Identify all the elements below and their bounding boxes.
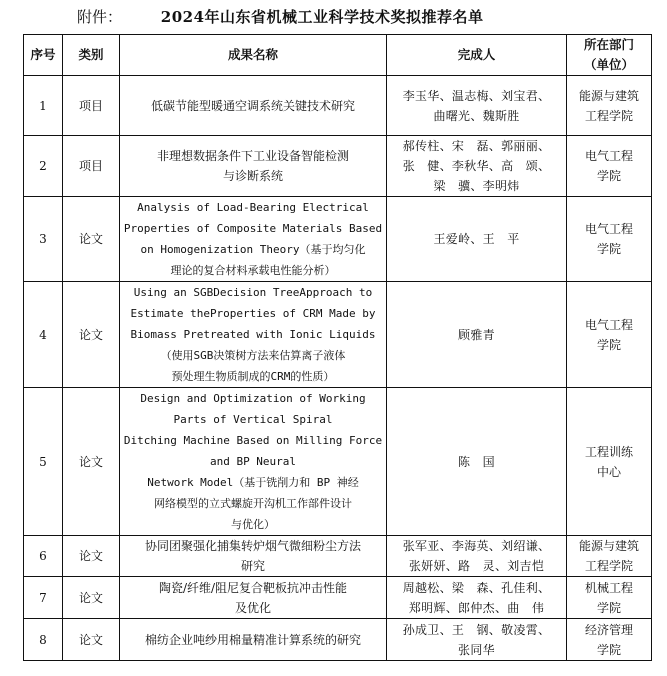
header-department-line2: （单位） — [583, 57, 634, 72]
contributors-line: 梁 骥、李明炜 — [433, 179, 520, 193]
contributors-line: 孙成卫、王 钢、敬凌霄、 — [402, 622, 551, 637]
department-cell — [567, 577, 652, 619]
contributors-cell — [387, 136, 567, 197]
category-cell: 论文 — [63, 282, 120, 388]
department-cell — [567, 388, 652, 536]
header-row — [24, 35, 652, 76]
contributors-line: 张 健、李秋华、高 颂、 — [402, 159, 551, 173]
achievement-name-line: on Homogenization Theory（基于均匀化 — [140, 243, 366, 256]
row-number-cell: 6 — [24, 536, 63, 577]
department-line: 学院 — [596, 337, 621, 352]
contributors-line: 陈 国 — [458, 454, 495, 469]
achievement-name-line: 与诊断系统 — [222, 169, 283, 183]
achievement-name-line: 非理想数据条件下工业设备智能检测 — [156, 149, 349, 163]
department-line: 电气工程 — [584, 222, 633, 236]
contributors-line: 王爱岭、王 平 — [433, 232, 520, 246]
department-line: 电气工程 — [584, 317, 633, 332]
achievement-name-line: 研究 — [240, 559, 265, 573]
contributors-cell — [387, 282, 567, 388]
achievement-name-line: 协同团聚强化捕集转炉烟气微细粉尘方法 — [144, 539, 361, 553]
achievement-name-line: 理论的复合材料承载电性能分析） — [170, 264, 336, 277]
table-row — [24, 577, 652, 619]
department-cell — [567, 197, 652, 282]
table-row — [24, 136, 652, 197]
department-cell — [567, 536, 652, 577]
achievement-name-cell — [120, 577, 387, 619]
contributors-line: 曲曙光、魏斯胜 — [433, 108, 520, 123]
achievement-name-line: 与优化） — [231, 518, 275, 531]
achievement-name-cell — [120, 76, 387, 136]
department-cell — [567, 136, 652, 197]
document-title — [77, 6, 484, 28]
department-line: 机械工程 — [584, 580, 633, 595]
category-cell: 论文 — [63, 197, 120, 282]
achievement-name-line: Design and Optimization of Working — [140, 392, 366, 405]
table-row — [24, 282, 652, 388]
contributors-line: 张军亚、李海英、刘绍谦、 — [402, 539, 551, 553]
category-cell: 项目 — [63, 76, 120, 136]
contributors-line: 张妍妍、路 灵、刘吉恺 — [408, 559, 545, 573]
achievement-name-line: 陶瓷/纤维/阻尼复合靶板抗冲击性能 — [158, 580, 348, 595]
department-line: 学院 — [596, 169, 621, 183]
department-line: 经济管理 — [584, 622, 633, 637]
row-number-cell: 4 — [24, 282, 63, 388]
contributors-line: 郝传柱、宋 磊、郭丽丽、 — [402, 139, 551, 153]
header-achievement-name: 成果名称 — [120, 35, 387, 76]
category-cell: 论文 — [63, 388, 120, 536]
achievement-name-line: 棉纺企业吨纱用棉量精准计算系统的研究 — [144, 632, 361, 647]
achievement-name-line: Parts of Vertical Spiral — [173, 413, 333, 426]
recommendation-table — [23, 34, 652, 661]
table-row — [24, 536, 652, 577]
header-department — [567, 35, 652, 76]
department-line: 能源与建筑 — [578, 539, 639, 553]
department-line: 中心 — [596, 464, 621, 479]
department-line: 电气工程 — [584, 149, 633, 163]
attachment-prefix: 附件： — [77, 8, 123, 26]
row-number-cell: 7 — [24, 577, 63, 619]
contributors-cell — [387, 619, 567, 661]
achievement-name-cell — [120, 388, 387, 536]
row-number-cell: 5 — [24, 388, 63, 536]
contributors-line: 郑明辉、郎仲杰、曲 伟 — [408, 600, 545, 615]
contributors-cell — [387, 388, 567, 536]
row-number-cell: 3 — [24, 197, 63, 282]
achievement-name-line: Analysis of Load-Bearing Electrical — [137, 201, 369, 214]
row-number-cell: 1 — [24, 76, 63, 136]
achievement-name-cell — [120, 536, 387, 577]
achievement-name-line: Ditching Machine Based on Milling Force — [123, 434, 383, 447]
contributors-line: 顾雅青 — [458, 327, 495, 342]
department-line: 学院 — [596, 600, 621, 615]
achievement-name-cell — [120, 282, 387, 388]
department-cell — [567, 76, 652, 136]
category-cell: 项目 — [63, 136, 120, 197]
achievement-name-cell — [120, 197, 387, 282]
category-cell: 论文 — [63, 619, 120, 661]
contributors-cell — [387, 536, 567, 577]
contributors-line: 张同华 — [458, 642, 495, 657]
table-row — [24, 388, 652, 536]
achievement-name-line: （使用SGB决策树方法来估算离子液体 — [160, 349, 346, 362]
achievement-name-cell — [120, 619, 387, 661]
department-line: 工程学院 — [584, 108, 633, 123]
contributors-line: 周越松、梁 森、孔佳利、 — [402, 580, 551, 595]
achievement-name-line: Network Model（基于铣削力和 BP 神经 — [147, 476, 359, 489]
table-row — [24, 619, 652, 661]
category-cell: 论文 — [63, 577, 120, 619]
achievement-name-line: Biomass Pretreated with Ionic Liquids — [130, 328, 376, 341]
contributors-line: 李玉华、温志梅、刘宝君、 — [402, 88, 551, 103]
header-category: 类别 — [63, 35, 120, 76]
contributors-cell — [387, 76, 567, 136]
achievement-name-cell — [120, 136, 387, 197]
achievement-name-line: 低碳节能型暖通空调系统关键技术研究 — [150, 98, 355, 113]
department-line: 工程学院 — [584, 559, 633, 573]
department-line: 能源与建筑 — [578, 88, 639, 103]
department-line: 学院 — [596, 642, 621, 657]
contributors-cell — [387, 577, 567, 619]
achievement-name-line: 网络模型的立式螺旋开沟机工作部件设计 — [154, 497, 352, 510]
header-department-line1: 所在部门 — [583, 37, 634, 52]
achievement-name-line: Properties of Composite Materials Based — [123, 222, 383, 235]
department-cell — [567, 619, 652, 661]
achievement-name-line: and BP Neural — [209, 455, 297, 468]
achievement-name-line: 预处理生物质制成的CRM的性质） — [171, 370, 335, 383]
table-row — [24, 76, 652, 136]
achievement-name-line: Using an SGBDecision TreeApproach to — [133, 286, 373, 299]
table-row — [24, 197, 652, 282]
department-line: 工程训练 — [584, 444, 633, 459]
department-cell — [567, 282, 652, 388]
achievement-name-line: Estimate theProperties of CRM Made by — [130, 307, 376, 320]
list-title: 2024年山东省机械工业科学技术奖拟推荐名单 — [160, 8, 484, 26]
achievement-name-line: 及优化 — [234, 600, 271, 615]
category-cell: 论文 — [63, 536, 120, 577]
header-contributors: 完成人 — [387, 35, 567, 76]
header-no: 序号 — [24, 35, 63, 76]
department-line: 学院 — [596, 242, 621, 256]
row-number-cell: 2 — [24, 136, 63, 197]
contributors-cell — [387, 197, 567, 282]
row-number-cell: 8 — [24, 619, 63, 661]
